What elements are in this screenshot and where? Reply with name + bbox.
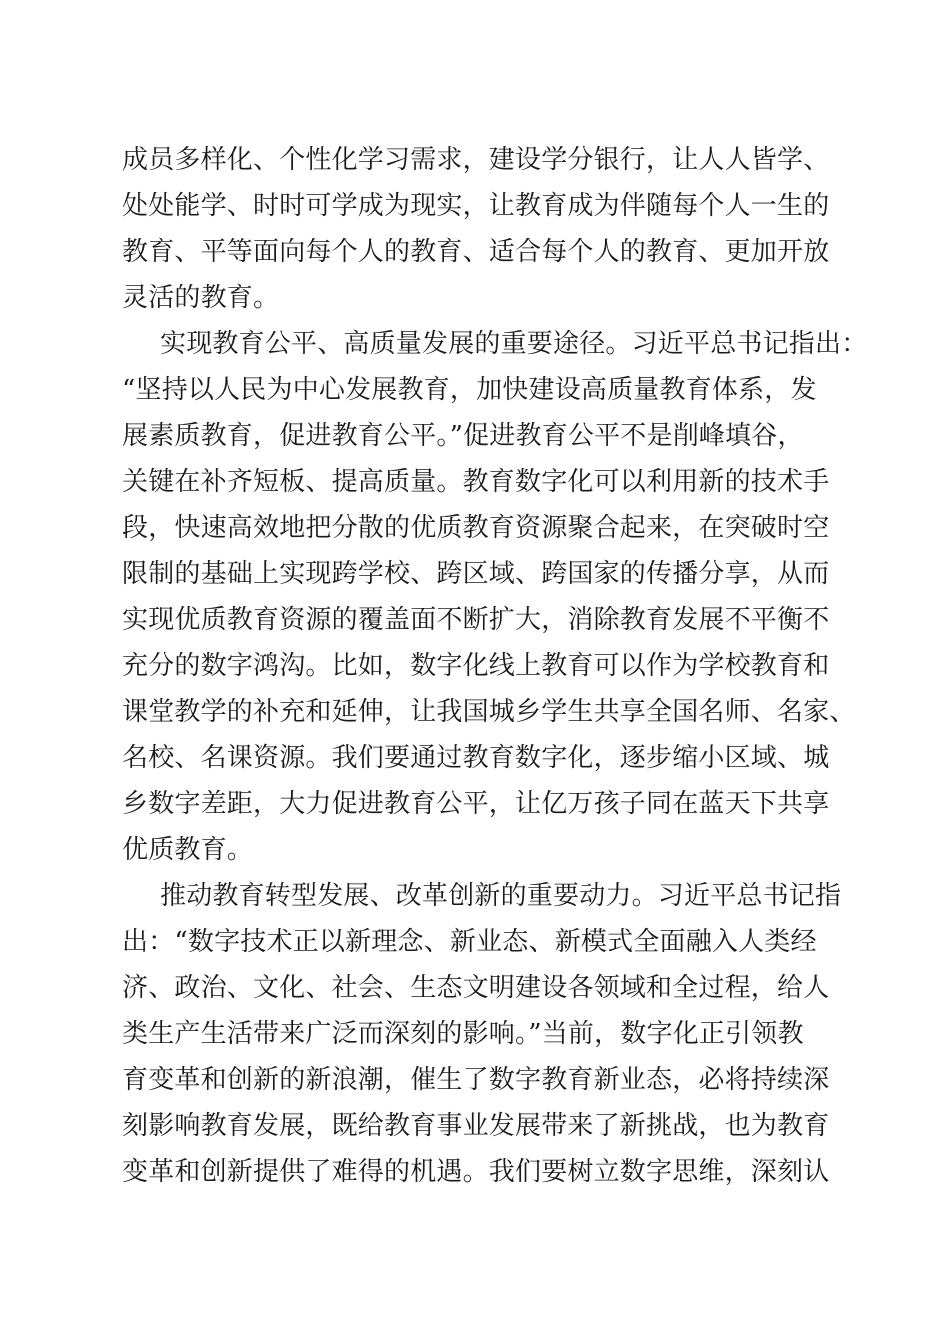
text-line-22: 刻影响教育发展，既给教育事业发展带来了新挑战，也为教育: [122, 1111, 830, 1141]
text-line-21: 育变革和创新的新浪潮，催生了数字教育新业态，必将持续深: [122, 1065, 830, 1095]
text-line-11: 实现优质教育资源的覆盖面不断扩大，消除教育发展不平衡不: [122, 605, 830, 635]
text-line-3: 教育、平等面向每个人的教育、适合每个人的教育、更加开放: [122, 237, 830, 267]
text-line-4: 灵活的教育。: [122, 283, 280, 313]
text-line-23: 变革和创新提供了难得的机遇。我们要树立数字思维，深刻认: [122, 1157, 830, 1187]
text-line-16: 优质教育。: [122, 835, 254, 865]
text-line-12: 充分的数字鸿沟。比如，数字化线上教育可以作为学校教育和: [122, 651, 830, 681]
text-line-10: 限制的基础上实现跨学校、跨区域、跨国家的传播分享，从而: [122, 559, 830, 589]
text-line-9: 段，快速高效地把分散的优质教育资源聚合起来，在突破时空: [122, 513, 830, 543]
paragraph-3-first-line: 推动教育转型发展、改革创新的重要动力。习近平总书记指: [160, 881, 842, 911]
text-line-14: 名校、名课资源。我们要通过教育数字化，逐步缩小区域、城: [122, 743, 830, 773]
text-line-2: 处处能学、时时可学成为现实，让教育成为伴随每个人一生的: [122, 191, 830, 221]
text-line-18: 出：“数字技术正以新理念、新业态、新模式全面融入人类经: [122, 927, 817, 957]
text-line-13: 课堂教学的补充和延伸，让我国城乡学生共享全国名师、名家、: [122, 697, 856, 727]
text-line-20: 类生产生活带来广泛而深刻的影响。”当前，数字化正引领教: [122, 1019, 804, 1049]
paragraph-2-first-line: 实现教育公平、高质量发展的重要途径。习近平总书记指出：: [160, 329, 868, 359]
text-line-8: 关键在补齐短板、提高质量。教育数字化可以利用新的技术手: [122, 467, 830, 497]
text-line-19: 济、政治、文化、社会、生态文明建设各领域和全过程，给人: [122, 973, 830, 1003]
text-line-1: 成员多样化、个性化学习需求，建设学分银行，让人人皆学、: [122, 145, 830, 175]
text-line-15: 乡数字差距，大力促进教育公平，让亿万孩子同在蓝天下共享: [122, 789, 830, 819]
text-line-6: “坚持以人民为中心发展教育，加快建设高质量教育体系，发: [122, 375, 817, 405]
text-line-7: 展素质教育，促进教育公平。”促进教育公平不是削峰填谷，: [122, 421, 804, 451]
